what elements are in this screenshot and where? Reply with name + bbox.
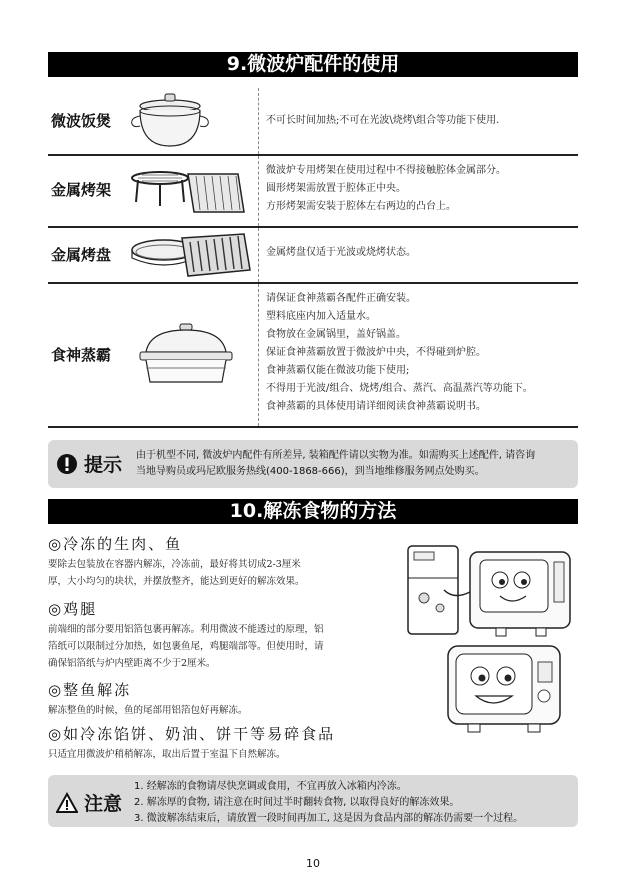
accessory-desc-line: 食神蒸霸的具体使用请详细阅读食神蒸霸说明书。	[266, 401, 486, 412]
accessory-desc-line: 请保证食神蒸霸各配件正确安装。	[266, 293, 416, 304]
tip-label-text: 提示	[84, 454, 123, 476]
page-number: 10	[306, 857, 320, 870]
happy-microwave-cartoon-icon	[440, 640, 570, 736]
accessory-desc-line: 不得用于光波/组合、烧烤/组合、蒸汽、高温蒸汽等功能下。	[266, 383, 533, 394]
caution-box	[48, 775, 578, 827]
rice-cooker-icon	[128, 90, 218, 152]
section-title-accessories: 9.微波炉配件的使用	[48, 52, 578, 77]
defrost-item	[48, 533, 388, 590]
defrost-item-line: 要除去包装放在容器内解冻，冷冻前，最好将其切成2-3厘米	[48, 559, 301, 570]
accessory-name: 金属烤架	[51, 181, 112, 199]
accessory-desc-line: 保证食神蒸霸放置于微波炉中央，不得碰到炉腔。	[266, 347, 486, 358]
defrost-item-line: 箔纸可以限制过分加热，如包裹鱼尾，鸡腿端部等。但使用时，请	[48, 641, 324, 652]
steamer-icon	[136, 322, 236, 388]
warning-triangle-icon	[56, 792, 78, 814]
caution-label	[56, 789, 122, 816]
defrost-item-line: 确保铝箔纸与炉内壁距离不少于2厘米。	[48, 658, 216, 669]
defrost-item-line: 厚，大小均匀的块状，并摆放整齐，能达到更好的解冻效果。	[48, 576, 305, 587]
defrost-item-line: 前端细的部分要用铝箔包裹再解冻。利用微波不能透过的原理，铝	[48, 624, 324, 635]
defrost-item-title: ◎整鱼解冻	[48, 681, 132, 699]
accessory-desc-line: 微波炉专用烤架在使用过程中不得接触腔体金属部分。	[266, 165, 506, 176]
accessory-row-steamer	[48, 284, 578, 428]
exclamation-icon	[56, 453, 78, 475]
metal-tray-icon	[128, 230, 254, 280]
accessory-desc-line: 食神蒸霸仅能在微波功能下使用;	[266, 365, 410, 376]
accessory-desc-line: 塑料底座内加入适量水。	[266, 311, 376, 322]
defrost-item-line: 解冻整鱼的时候，鱼的尾部用铝箔包好再解冻。	[48, 705, 248, 716]
caution-label-text: 注意	[84, 793, 123, 815]
fridge-microwave-cartoon-icon	[400, 542, 576, 640]
section-title-defrost: 10.解冻食物的方法	[48, 499, 578, 524]
defrost-item	[48, 723, 388, 763]
accessory-row-metal-rack	[48, 156, 578, 228]
metal-rack-icon	[128, 162, 248, 220]
defrost-item-title: ◎鸡腿	[48, 600, 98, 618]
accessory-name: 微波饭煲	[51, 112, 112, 130]
defrost-item	[48, 598, 388, 672]
tip-line: 由于机型不同, 微波炉内配件有所差异, 装箱配件请以实物为准。如需购买上述配件, 请咨询	[136, 450, 536, 461]
tip-box	[48, 440, 578, 488]
defrost-item-line: 只适宜用微波炉稍稍解冻，取出后置于室温下自然解冻。	[48, 749, 286, 760]
accessory-name: 食神蒸霸	[51, 346, 112, 364]
accessory-desc-line: 方形烤架需安装于腔体左右两边的凸台上。	[266, 201, 456, 212]
accessory-name: 金属烤盘	[51, 246, 112, 264]
tip-label	[56, 450, 122, 477]
caution-line: 2. 解冻厚的食物, 请注意在时间过半时翻转食物, 以取得良好的解冻效果。	[134, 797, 460, 808]
accessories-table	[48, 88, 578, 428]
accessory-desc-line: 圆形烤架需放置于腔体正中央。	[266, 183, 406, 194]
accessory-desc-line: 食物放在金属锅里，盖好锅盖。	[266, 329, 406, 340]
accessory-desc-line: 不可长时间加热;不可在光波\烧烤\组合等功能下使用.	[266, 115, 500, 126]
defrost-item	[48, 679, 388, 719]
defrost-item-title: ◎如冷冻馅饼、奶油、饼干等易碎食品	[48, 725, 336, 743]
tip-line: 当地导购员或玛尼欧服务热线(400-1868-666)，到当地维修服务网点处购买。	[136, 466, 485, 477]
accessory-row-rice-cooker	[48, 88, 578, 156]
accessory-row-metal-tray	[48, 228, 578, 284]
accessory-desc-line: 金属烤盘仅适于光波或烧烤状态。	[266, 247, 416, 258]
caution-line: 1. 经解冻的食物请尽快烹调或食用，不宜再放入冰箱内冷冻。	[134, 781, 407, 792]
caution-line: 3. 微波解冻结束后，请放置一段时间再加工, 这是因为食品内部的解冻仍需要一个过程。	[134, 813, 524, 824]
defrost-item-title: ◎冷冻的生肉、鱼	[48, 535, 183, 553]
